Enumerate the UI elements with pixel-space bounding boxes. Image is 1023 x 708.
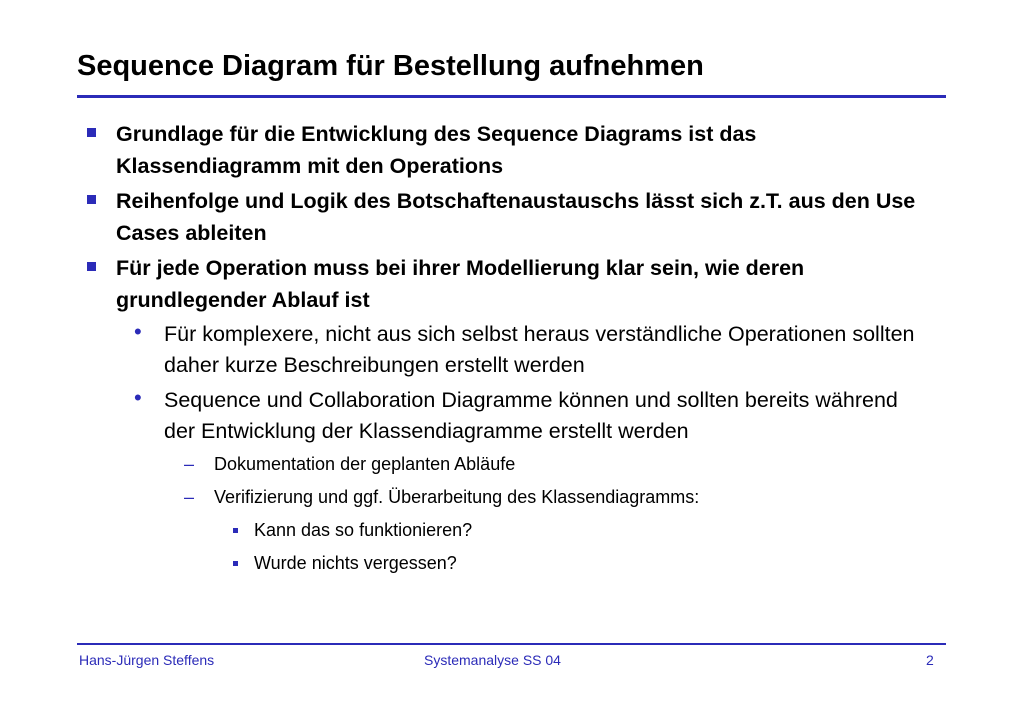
dash-item-text: Verifizierung und ggf. Überarbeitung des Klassendiagramms: xyxy=(214,487,700,507)
slide-title: Sequence Diagram für Bestellung aufnehmen xyxy=(77,50,704,82)
dash-bullet-icon: – xyxy=(184,487,195,507)
sub-bullet-text: Sequence und Collaboration Diagramme können und sollten bereits während der Entwicklung der Klassendiagramme erstellt werden xyxy=(164,388,898,443)
bullet-item xyxy=(116,118,936,182)
footer-author: Hans-Jürgen Steffens xyxy=(79,652,215,668)
bullet-text: Reihenfolge und Logik des Botschaftenaustauschs lässt sich z.T. aus den Use Cases ableiten xyxy=(116,189,916,245)
sub-bullet-item xyxy=(134,385,934,447)
dash-item xyxy=(184,484,914,510)
footer-divider xyxy=(77,643,946,645)
square-item-text: Wurde nichts vergessen? xyxy=(254,553,457,573)
footer-course: Systemanalyse SS 04 xyxy=(424,652,561,668)
square-item-text: Kann das so funktionieren? xyxy=(254,520,473,540)
sub-bullet-item xyxy=(134,319,934,381)
slide-content xyxy=(0,118,1023,583)
square-item xyxy=(254,550,854,576)
square-item xyxy=(254,517,854,543)
small-square-bullet-icon xyxy=(233,561,238,566)
title-divider xyxy=(77,95,946,98)
square-bullet-icon xyxy=(87,195,96,204)
bullet-text: Grundlage für die Entwicklung des Sequence Diagrams ist das Klassendiagramm mit den Operations xyxy=(116,122,757,178)
square-bullet-icon xyxy=(87,262,96,271)
dash-item-text: Dokumentation der geplanten Abläufe xyxy=(214,454,516,474)
bullet-item xyxy=(116,185,936,249)
small-square-bullet-icon xyxy=(233,528,238,533)
bullet-item xyxy=(116,252,936,316)
square-bullet-icon xyxy=(87,128,96,137)
dash-bullet-icon: – xyxy=(184,454,195,474)
page-number: 2 xyxy=(926,652,934,668)
sub-bullet-text: Für komplexere, nicht aus sich selbst heraus verständliche Operationen sollten daher kurze Beschreibungen erstellt werden xyxy=(164,322,915,377)
dash-item xyxy=(184,451,914,477)
dot-bullet-icon: • xyxy=(134,319,142,344)
bullet-text: Für jede Operation muss bei ihrer Modellierung klar sein, wie deren grundlegender Ablauf ist xyxy=(116,256,805,312)
dot-bullet-icon: • xyxy=(134,385,142,410)
